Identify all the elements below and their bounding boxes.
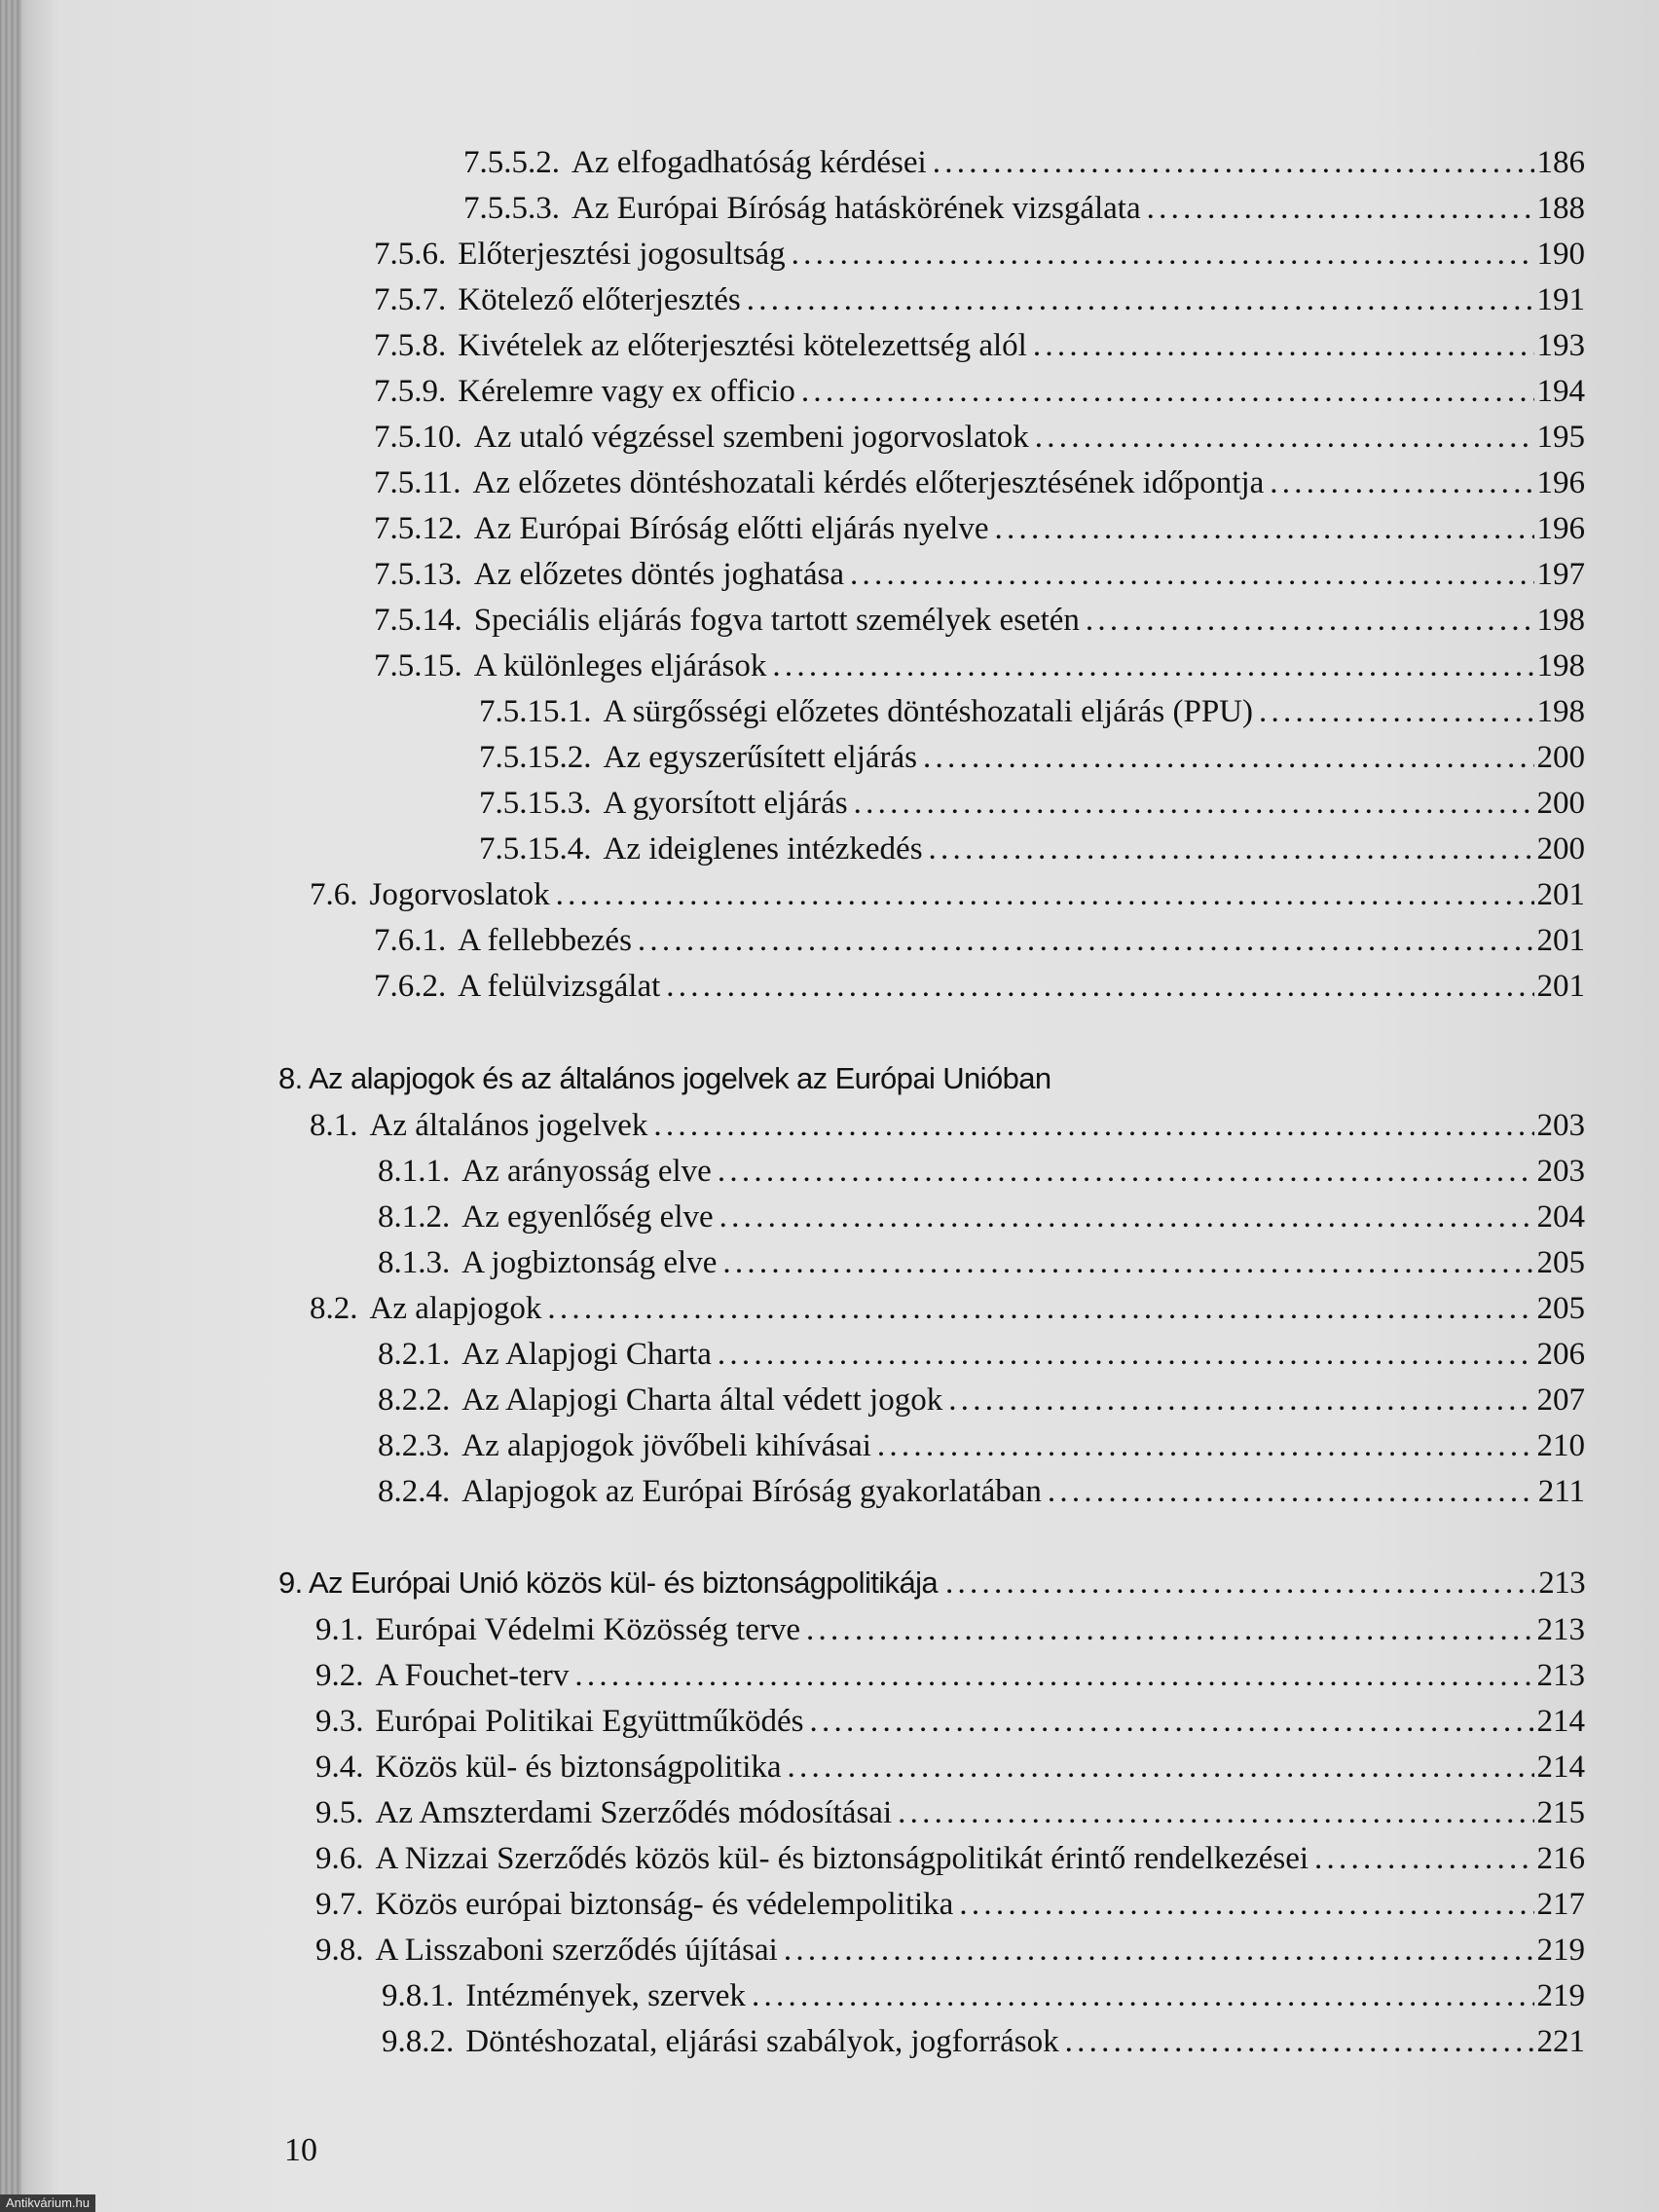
toc-entry[interactable]: 8.1.1. Az arányosság elve . . . 203 (378, 1149, 1585, 1194)
toc-entry[interactable]: 7.5.15.3. A gyorsított eljárás . . . 200 (479, 781, 1585, 826)
toc-entry[interactable]: 8.1. Az általános jogelvek . . . 203 (310, 1103, 1585, 1148)
toc-entry[interactable]: 9.3. Európai Politikai Együttműködés . . . 214 (315, 1699, 1585, 1744)
toc-entry[interactable]: 7.5.15.1. A sürgősségi előzetes döntéshozatali eljárás (PPU) . . . 198 (479, 689, 1585, 734)
toc-entry[interactable]: 7.6.1. A fellebbezés . . . 201 (374, 918, 1585, 963)
toc-entry[interactable]: 7.5.7. Kötelező előterjesztés . . . 191 (374, 277, 1585, 322)
toc-entry[interactable]: 8.2. Az alapjogok . . . 205 (310, 1286, 1585, 1331)
toc-entry[interactable]: 7.5.9. Kérelemre vagy ex officio . . . 194 (374, 369, 1585, 414)
toc-entry[interactable]: 7.5.8. Kivételek az előterjesztési kötelezettség alól . . . 193 (374, 323, 1585, 368)
toc-entry[interactable]: 7.5.14. Speciális eljárás fogva tartott személyek esetén . . . 198 (374, 598, 1585, 643)
chapter-heading[interactable]: 9. Az Európai Unió közös kül- és biztonságpolitikája . . . 213 (278, 1560, 1585, 1606)
toc-entry[interactable]: 8.2.1. Az Alapjogi Charta . . . 206 (378, 1332, 1585, 1377)
toc-entry[interactable]: 7.5.6. Előterjesztési jogosultság . . . 190 (374, 232, 1585, 276)
toc-entry[interactable]: 7.6.2. A felülvizsgálat . . . 201 (374, 964, 1585, 1009)
toc-entry[interactable]: 7.5.5.3. Az Európai Bíróság hatáskörének vizsgálata . . . 188 (463, 186, 1585, 231)
toc-entry[interactable]: 7.5.10. Az utaló végzéssel szembeni jogorvoslatok . . . 195 (374, 415, 1585, 460)
toc-entry[interactable]: 9.4. Közös kül- és biztonságpolitika . . . 214 (315, 1745, 1585, 1789)
toc-entry[interactable]: 9.8.1. Intézmények, szervek . . . 219 (382, 1973, 1585, 2018)
toc-entry[interactable]: 7.6. Jogorvoslatok . . . 201 (310, 872, 1585, 917)
toc-entry[interactable]: 9.2. A Fouchet-terv . . . 213 (315, 1653, 1585, 1698)
page-edge (0, 0, 21, 2212)
toc-entry[interactable]: 7.5.15.4. Az ideiglenes intézkedés . . . 200 (479, 827, 1585, 871)
page-number: 10 (284, 2132, 317, 2168)
toc-entry[interactable]: 7.5.5.2. Az elfogadhatóság kérdései . . . 186 (463, 140, 1585, 185)
chapter-heading[interactable]: 8. Az alapjogok és az általános jogelvek az Európai Unióban (278, 1061, 1051, 1095)
toc-entry[interactable]: 7.5.13. Az előzetes döntés joghatása . . . 197 (374, 552, 1585, 597)
toc-entry[interactable]: 9.8. A Lisszaboni szerződés újításai . . . 219 (315, 1928, 1585, 1972)
toc-entry[interactable]: 8.1.3. A jogbiztonság elve . . . 205 (378, 1240, 1585, 1285)
toc-entry[interactable]: 8.2.2. Az Alapjogi Charta által védett jogok . . . 207 (378, 1378, 1585, 1422)
toc-entry[interactable]: 7.5.15. A különleges eljárások . . . 198 (374, 644, 1585, 688)
toc-entry[interactable]: 7.5.11. Az előzetes döntéshozatali kérdés előterjesztésének időpontja . . . 196 (374, 461, 1585, 505)
toc-entry[interactable]: 9.6. A Nizzai Szerződés közös kül- és biztonságpolitikát érintő rendelkezései . . . 216 (315, 1836, 1585, 1881)
toc-entry[interactable]: 8.1.2. Az egyenlőség elve . . . 204 (378, 1195, 1585, 1239)
toc-entry[interactable]: 8.2.3. Az alapjogok jövőbeli kihívásai . . . 210 (378, 1423, 1585, 1468)
toc-entry[interactable]: 9.5. Az Amszterdami Szerződés módosításai . . . 215 (315, 1790, 1585, 1835)
toc-entry[interactable]: 7.5.15.2. Az egyszerűsített eljárás . . . 200 (479, 735, 1585, 780)
toc-entry[interactable]: 9.1. Európai Védelmi Közösség terve . . . 213 (315, 1607, 1585, 1652)
toc-entry[interactable]: 9.8.2. Döntéshozatal, eljárási szabályok, jogforrások . . . 221 (382, 2019, 1585, 2064)
toc-entry[interactable]: 8.2.4. Alapjogok az Európai Bíróság gyakorlatában . . . 211 (378, 1469, 1585, 1514)
watermark: Antikvárium.hu (0, 2194, 95, 2212)
toc-entry[interactable]: 7.5.12. Az Európai Bíróság előtti eljárás nyelve . . . 196 (374, 506, 1585, 551)
toc-entry[interactable]: 9.7. Közös európai biztonság- és védelempolitika . . . 217 (315, 1882, 1585, 1927)
